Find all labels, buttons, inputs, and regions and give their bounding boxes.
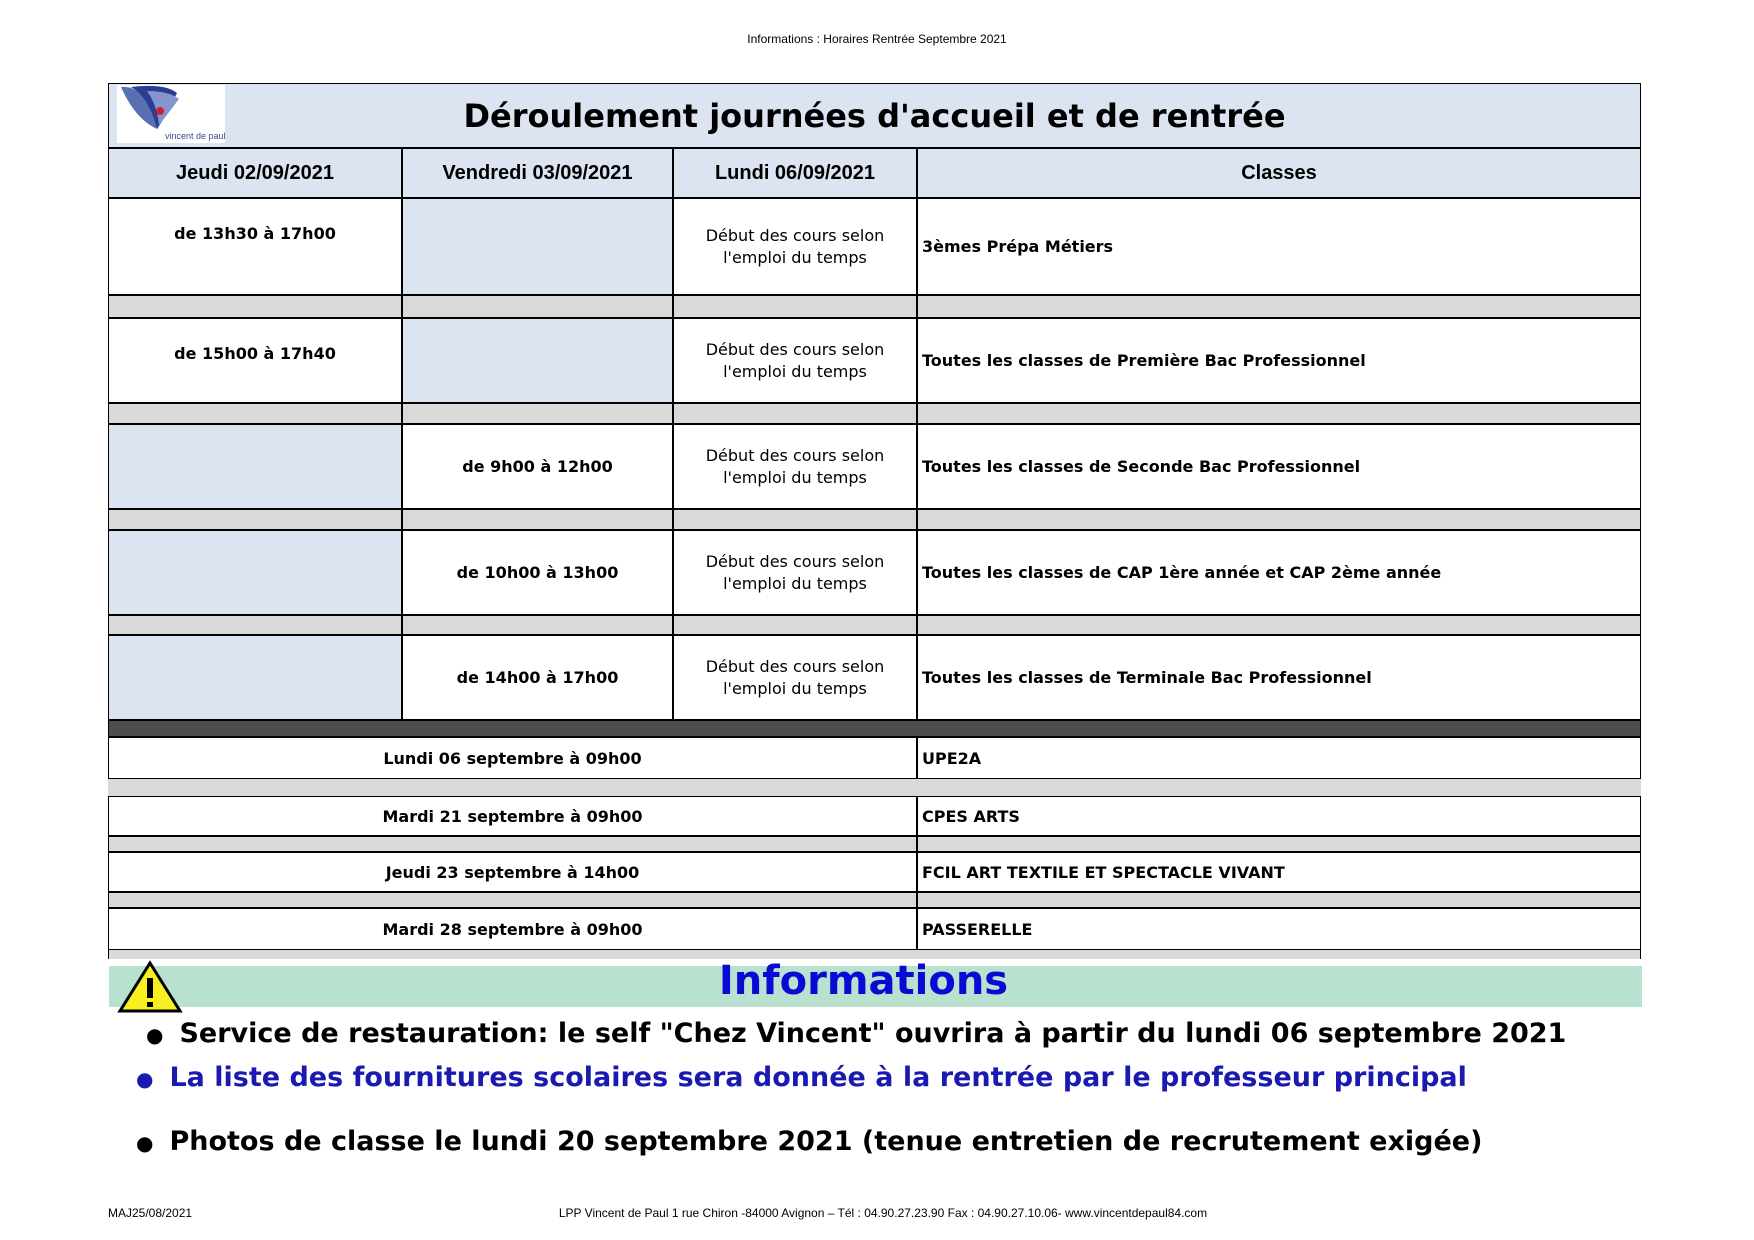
footer-date: MAJ25/08/2021 [108,1206,193,1220]
spacer [673,403,917,424]
bullet-dot-icon: ● [136,1130,154,1155]
bullet-dot-icon: ● [136,1066,154,1091]
row5-lundi: Début des cours selon l'emploi du temps [673,635,917,720]
extra4-date: Mardi 28 septembre à 09h00 [108,908,917,950]
logo [117,85,225,143]
extra1-date: Lundi 06 septembre à 09h00 [108,737,917,779]
bullet-dot-icon: ● [146,1022,164,1047]
extra1-classe: UPE2A [917,737,1641,779]
spacer [917,615,1641,635]
spacer [402,295,673,318]
spacer [108,779,1641,796]
spacer [402,403,673,424]
row2-vendredi-empty [402,318,673,403]
extra4-classe: PASSERELLE [917,908,1641,950]
row3-classe: Toutes les classes de Seconde Bac Professionnel [917,424,1641,509]
row1-lundi: Début des cours selon l'emploi du temps [673,198,917,295]
row3-jeudi-empty [108,424,402,509]
info-title: Informations [718,958,1009,1004]
spacer [917,892,1641,908]
header-note: Informations : Horaires Rentrée Septembre 2021 [747,32,1007,46]
row5-jeudi-empty [108,635,402,720]
spacer [402,509,673,530]
spacer [402,615,673,635]
dark-separator [108,720,1641,737]
col-header-vendredi: Vendredi 03/09/2021 [402,148,673,198]
spacer [917,403,1641,424]
row2-jeudi: de 15h00 à 17h40 [108,318,402,403]
extra3-classe: FCIL ART TEXTILE ET SPECTACLE VIVANT [917,852,1641,892]
page-title: Déroulement journées d'accueil et de rentrée [463,96,1286,135]
row1-vendredi-empty [402,198,673,295]
spacer [673,615,917,635]
row4-lundi: Début des cours selon l'emploi du temps [673,530,917,615]
row4-jeudi-empty [108,530,402,615]
col-header-lundi: Lundi 06/09/2021 [673,148,917,198]
spacer [108,403,402,424]
title-row [108,83,1641,148]
spacer [917,509,1641,530]
logo-text: vincent de paul [165,131,226,141]
row4-classe: Toutes les classes de CAP 1ère année et CAP 2ème année [917,530,1641,615]
extra2-classe: CPES ARTS [917,796,1641,836]
spacer [917,295,1641,318]
row3-lundi: Début des cours selon l'emploi du temps [673,424,917,509]
spacer [108,295,402,318]
col-header-jeudi: Jeudi 02/09/2021 [108,148,402,198]
extra2-date: Mardi 21 septembre à 09h00 [108,796,917,836]
row1-jeudi: de 13h30 à 17h00 [108,198,402,295]
row5-vendredi: de 14h00 à 17h00 [402,635,673,720]
row4-vendredi: de 10h00 à 13h00 [402,530,673,615]
row5-classe: Toutes les classes de Terminale Bac Professionnel [917,635,1641,720]
spacer [917,836,1641,852]
spacer [673,295,917,318]
info-bullet-1: ● Service de restauration: le self "Chez Vincent" ouvrira à partir du lundi 06 septembre 2021 [146,1018,1567,1049]
row3-vendredi: de 9h00 à 12h00 [402,424,673,509]
row1-classe: 3èmes Prépa Métiers [917,198,1641,295]
info-bullet-2: ● La liste des fournitures scolaires sera donnée à la rentrée par le professeur principal [136,1062,1467,1093]
footer-address: LPP Vincent de Paul 1 rue Chiron -84000 Avignon – Tél : 04.90.27.23.90 Fax : 04.90.27.10.06- www.vincentdepaul84.com [558,1206,1208,1220]
spacer [108,836,917,852]
spacer [673,509,917,530]
row2-classe: Toutes les classes de Première Bac Professionnel [917,318,1641,403]
info-bullet-3: ● Photos de classe le lundi 20 septembre 2021 (tenue entretien de recrutement exigée) [136,1126,1483,1157]
col-header-classes: Classes [917,148,1641,198]
extra3-date: Jeudi 23 septembre à 14h00 [108,852,917,892]
spacer [108,892,917,908]
row2-lundi: Début des cours selon l'emploi du temps [673,318,917,403]
spacer [108,509,402,530]
spacer [108,615,402,635]
